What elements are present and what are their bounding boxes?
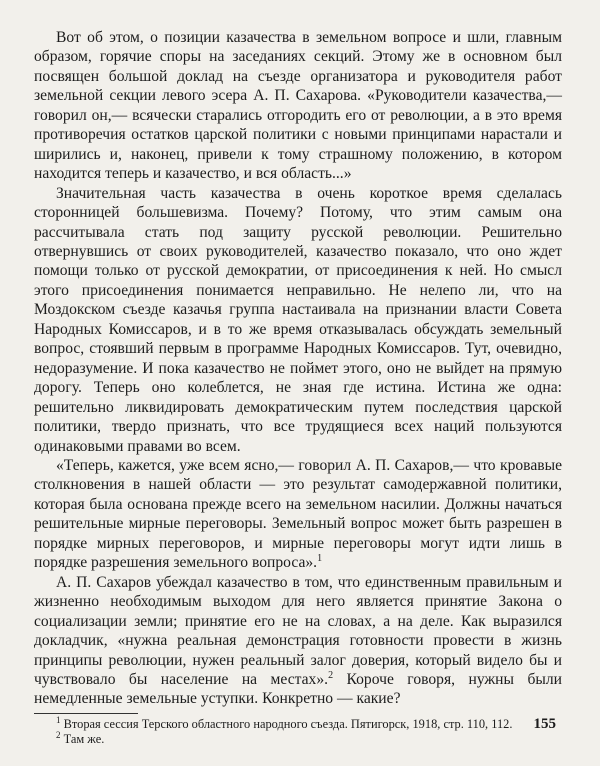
paragraph-4 — [34, 573, 562, 709]
paragraph-4-tail: Короче говоря, нужны были немедленные земельные уступки. Конкретно — какие? — [34, 670, 562, 708]
footnote-ref-2: 2 — [328, 669, 334, 681]
paragraph-4-text: А. П. Сахаров убеждал казачество в том, что единственным правильным и жизненно необходимым выходом для него является принятие Закона о социализации земли; принятие его не на словах, а на деле. Как выразился докладчик, «нужна реальная демонстрация готовности провести в жизнь принципы революции, нужен реальный залог доверия, который видело бы и чувствовало бы население на местах». — [34, 573, 562, 688]
footnote-2-mark: 2 — [56, 730, 61, 741]
footnote-1-mark: 1 — [56, 714, 61, 725]
footnote-1 — [34, 714, 562, 733]
footnote-ref-1: 1 — [317, 553, 323, 565]
paragraph-1: Вот об этом, о позиции казачества в земельном вопросе и шли, главным образом, горячие споры на заседаниях секций. Этому же в основном был посвящен большой доклад на съезде организатора и руководителя работ земельной секции левого эсера А. П. Сахарова. «Руководители казачества,— говорил он,— всячески старались отгородить его от революции, а в это время противоречия остатков царской политики с новыми принципами нарастали и ширились и, наконец, привели к тому страшному положению, в котором находится теперь и казачество, и вся область...» — [34, 29, 562, 183]
page-number: 155 — [533, 716, 556, 732]
footnote-divider — [34, 713, 138, 714]
paragraph-2: Значительная часть казачества в очень короткое время сделалась сторонницей большевизма. Почему? Потому, что этим самым она рассчитывала стать под защиту русской революции. Решительно отвернувшись от своих руководителей, казачество показало, что оно ждет помощи только от русской демократии, от присоединения к ней. Но смысл этого присоединения понимается неправильно. Не нелепо ли, что на Моздокском съезде казачья группа настаивала на признании власти Совета Народных Комиссаров, и в то же время отказывалась обсуждать земельный вопрос, стоявший первым в программе Народных Комиссаров. Тут, очевидно, недоразумение. И пока казачество не поймет этого, оно не выйдет на прямую дорогу. Теперь оно колеблется, не зная где истина. Истина же одна: решительно ликвидировать демократическим путем последствия царской политики, твердо признать, что все трудящиеся всех наций пользуются одинаковыми правами во всем. — [34, 184, 562, 455]
footnote-2-text: Там же. — [63, 732, 105, 747]
paragraph-3 — [34, 456, 562, 573]
footnote-1-text: Вторая сессия Терского областного народного съезда. Пятигорск, 1918, стр. 110, 112. — [63, 716, 513, 731]
book-page — [34, 28, 562, 748]
footnote-2 — [34, 732, 562, 748]
paragraph-3-text: «Теперь, кажется, уже всем ясно,— говорил А. П. Сахаров,— что кровавые столкновения в нашей области — это результат самодержавной политики, которая была основана прежде всего на земельном насилии. Должны начаться решительные мирные переговоры. Земельный вопрос может быть разрешен в порядке мирных переговоров, и мирные переговоры могут идти лишь в порядке разрешения земельного вопроса». — [34, 456, 562, 572]
